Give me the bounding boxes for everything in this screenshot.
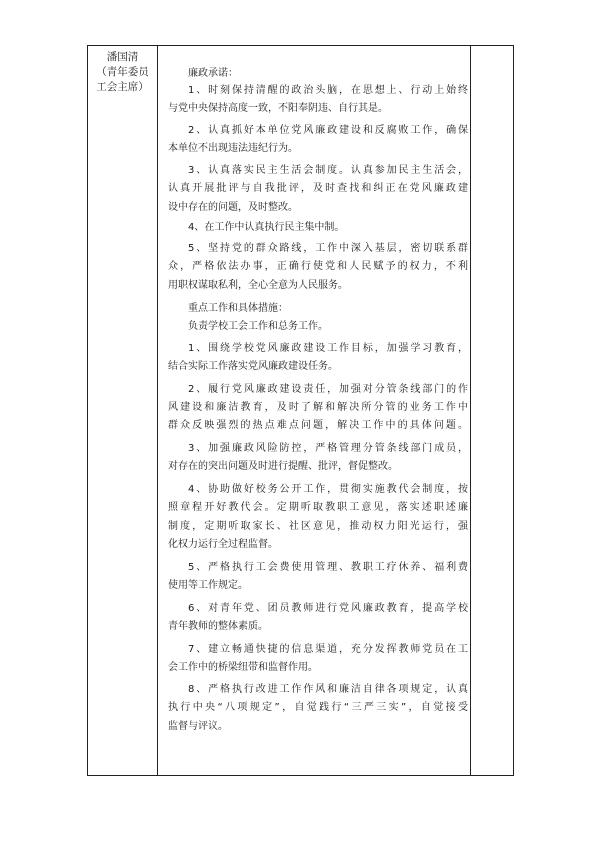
content-line: 照章程开好教代会。定期听取教职工意见，落实述职述廉	[168, 502, 468, 513]
content-line: 4、协助做好校务公开工作，贯彻实施教代会制度，按	[188, 484, 468, 495]
content-line: 负责学校工会工作和总务工作。	[188, 321, 328, 332]
content-line: 2、履行党风廉政建设责任，加强对分管条线部门的作	[188, 384, 468, 395]
person-name: 潘国清	[106, 51, 139, 63]
person-role-line-1: （青年委员	[96, 66, 149, 78]
remarks-cell	[471, 46, 513, 775]
content-line: 青年教师的整体素质。	[168, 621, 268, 632]
content-line: 认真开展批评与自我批评，及时查找和纠正在党风廉政建	[168, 183, 468, 194]
content-line: 6、对青年党、团员教师进行党风廉政教育，提高学校	[188, 603, 468, 614]
content-line: 群众反映强烈的热点难点问题，解决工作中的具体问题。	[168, 420, 468, 431]
content-line: 5、严格执行工会费使用管理、教职工疗休养、福利费	[188, 562, 468, 573]
column-divider-left	[157, 46, 158, 775]
content-line: 5、坚持党的群众路线，工作中深入基层，密切联系群	[188, 243, 468, 254]
content-line: 众，严格依法办事，正确行使党和人民赋予的权力，不利	[168, 261, 468, 272]
content-line: 1、时刻保持清醒的政治头脑，在思想上、行动上始终	[188, 85, 468, 96]
content-line: 化权力运行全过程监督。	[168, 539, 278, 550]
content-line: 设中存在的问题，及时整改。	[168, 202, 298, 213]
content-line: 7、建立畅通快捷的信息渠道，充分发挥教师党员在工	[188, 644, 468, 655]
content-line: 重点工作和具体措施：	[188, 303, 288, 314]
content-line: 使用等工作规定。	[168, 580, 248, 591]
content-line: 3、加强廉政风险防控，严格管理分管条线部门成员，	[188, 443, 468, 454]
content-line: 制度，定期听取家长、社区意见，推动权力阳光运行，强	[168, 521, 468, 532]
content-line: 用职权谋取私利，全心全意为人民服务。	[168, 280, 348, 291]
content-line: 8、严格执行改进工作作风和廉洁自律各项规定，认真	[188, 684, 468, 695]
content-line: 廉政承诺：	[188, 68, 238, 79]
content-line: 1、围绕学校党风廉政建设工作目标，加强学习教育，	[188, 343, 468, 354]
name-cell	[88, 50, 157, 95]
content-line: 结合实际工作落实党风廉政建设任务。	[168, 361, 338, 372]
content-line: 执行中央“八项规定”，自觉践行“三严三实”，自觉接受	[168, 702, 468, 713]
content-line: 监督与评议。	[168, 721, 228, 732]
content-line: 对存在的突出问题及时进行提醒、批评，督促整改。	[168, 461, 398, 472]
content-line: 3、认真落实民主生活会制度。认真参加民主生活会，	[188, 165, 468, 176]
content-line: 2、认真抓好本单位党风廉政建设和反腐败工作，确保	[188, 125, 468, 136]
content-line: 4、在工作中认真执行民主集中制。	[188, 222, 345, 233]
content-line: 风建设和廉洁教育，及时了解和解决所分管的业务工作中	[168, 402, 468, 413]
content-line: 与党中央保持高度一致，不阳奉阴违、自行其是。	[168, 103, 388, 114]
content-line: 会工作中的桥梁纽带和监督作用。	[168, 662, 318, 673]
responsibility-table	[87, 45, 514, 776]
content-line: 本单位不出现违法违纪行为。	[168, 143, 298, 154]
person-role-line-2: 工会主席）	[96, 81, 149, 93]
